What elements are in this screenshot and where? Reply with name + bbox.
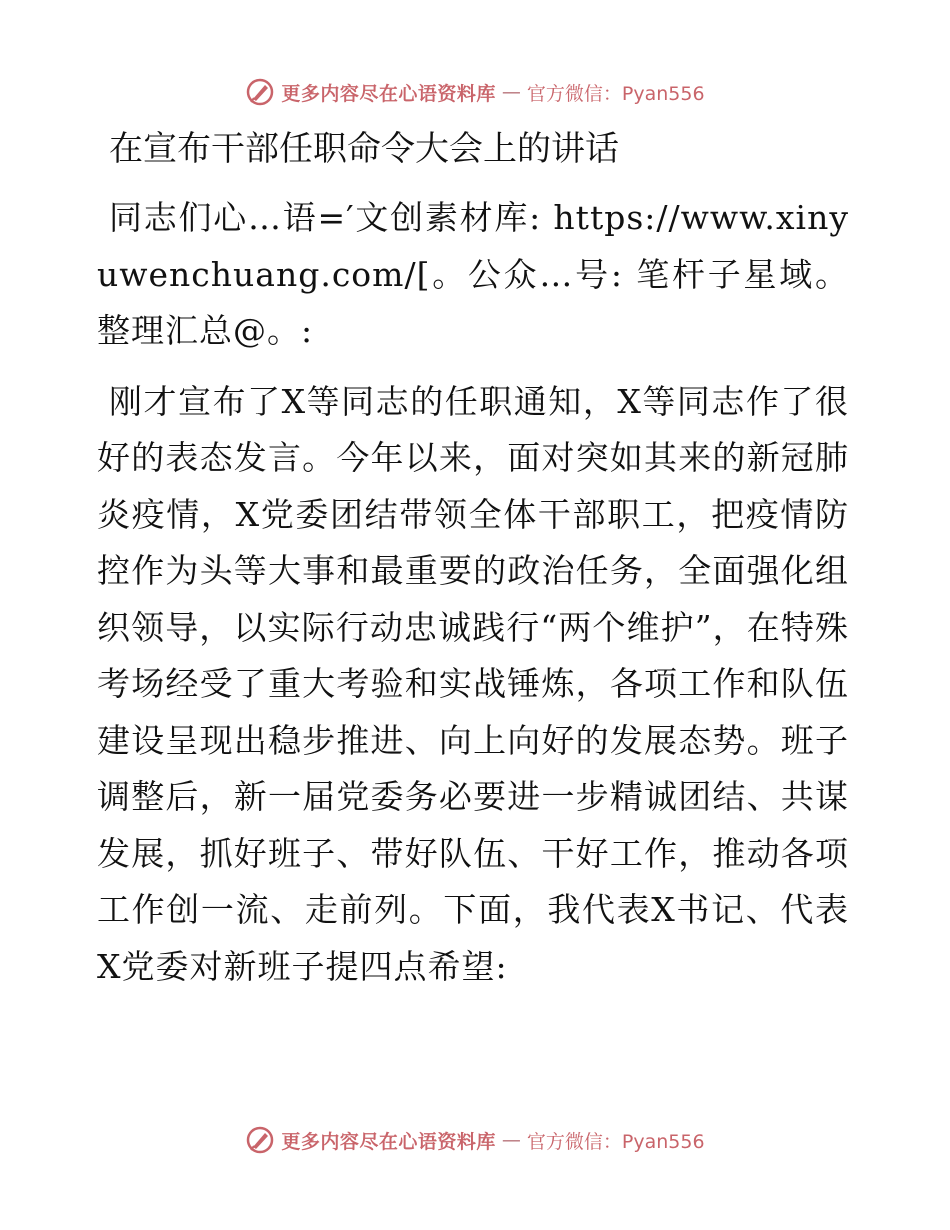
feather-pen-logo-icon xyxy=(245,1125,275,1155)
source-note-paragraph: 同志们心…语=′文创素材库: https://www.xinyuwenchuang.com/[。公众…号: 笔杆子星域。整理汇总@。: xyxy=(97,198,849,350)
watermark-brand-text: 更多内容尽在心语资料库 xyxy=(281,1130,496,1153)
watermark-header xyxy=(0,72,950,112)
feather-pen-logo-icon xyxy=(245,77,275,107)
watermark-separator: — xyxy=(501,1129,521,1151)
watermark-wechat-text: 官方微信：Pyan556 xyxy=(526,82,705,105)
watermark-footer xyxy=(0,1120,950,1160)
body-paragraph: 刚才宣布了X等同志的任职通知，X等同志作了很好的表态发言。今年以来，面对突如其来的新冠肺炎疫情，X党委团结带领全体干部职工，把疫情防控作为头等大事和最重要的政治任务，全面强化组织领导，以实际行动忠诚践行“两个维护”，在特殊考场经受了重大考验和实战锤炼，各项工作和队伍建设呈现出稳步推进、向上向好的发展态势。班子调整后，新一届党委务必要进一步精诚团结、共谋发展，抓好班子、带好队伍、干好工作，推动各项工作创一流、走前列。下面，我代表X书记、代表X党委对新班子提四点希望: xyxy=(97,381,849,986)
watermark-wechat-text: 官方微信：Pyan556 xyxy=(526,1130,705,1153)
document-body xyxy=(97,122,849,1009)
watermark-brand-text: 更多内容尽在心语资料库 xyxy=(281,82,496,105)
watermark-separator: — xyxy=(501,81,521,103)
document-title: 在宣布干部任职命令大会上的讲话 xyxy=(109,129,619,169)
